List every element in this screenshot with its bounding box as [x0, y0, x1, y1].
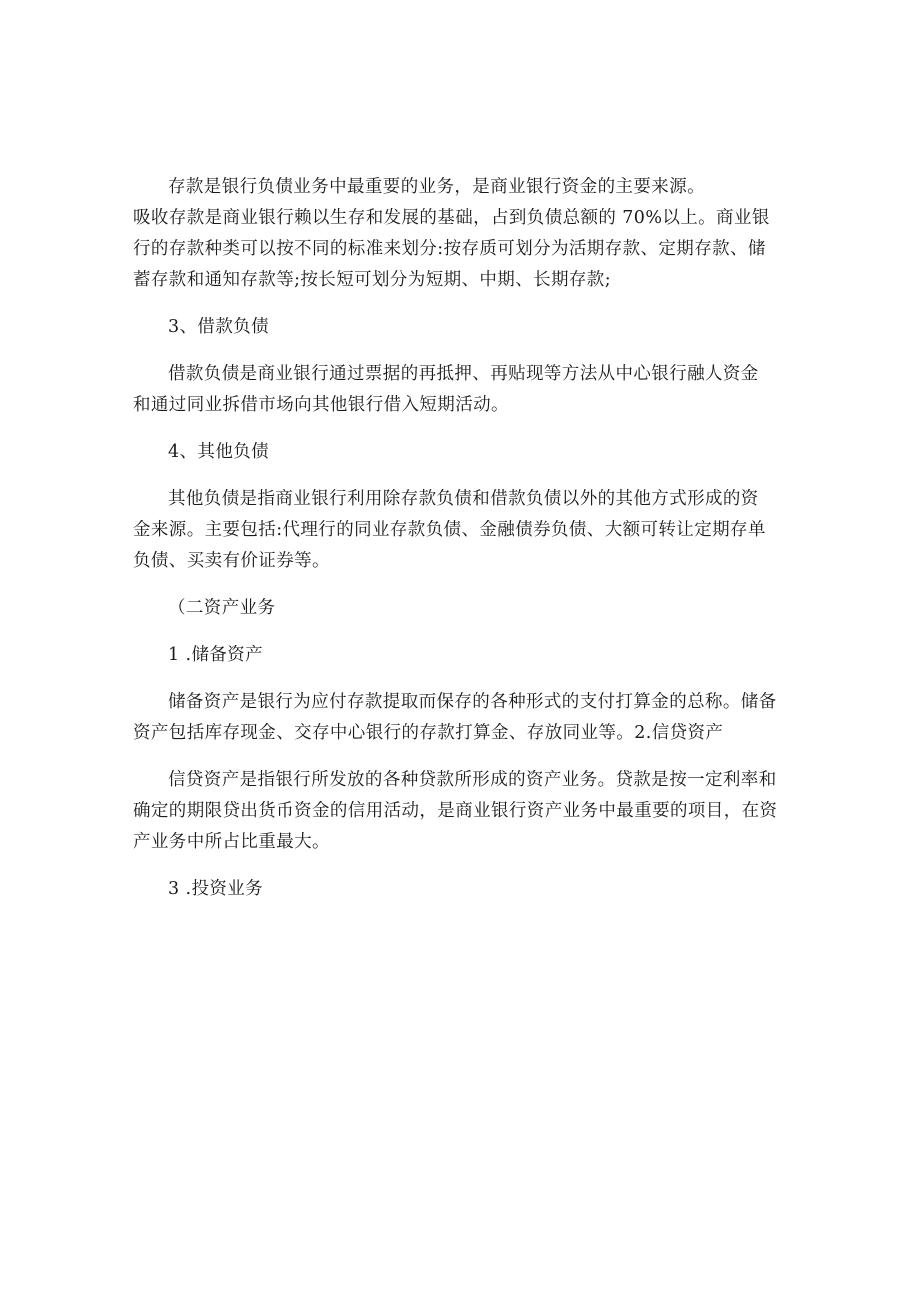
text-line: 行的存款种类可以按不同的标准来划分:按存质可划分为活期存款、定期存款、储	[133, 239, 766, 259]
heading-borrowing-liabilities: 3、借款负债	[168, 317, 270, 337]
document-body	[133, 172, 793, 921]
paragraph-borrowing	[133, 359, 793, 421]
text-line: 产业务中所占比重最大。	[133, 832, 330, 852]
text-line: 和通过同业拆借市场向其他银行借入短期活动。	[133, 395, 509, 415]
heading-reserve-assets: 1 .储备资产	[168, 645, 264, 665]
text-line: 蓄存款和通知存款等;按长短可划分为短期、中期、长期存款;	[133, 270, 611, 290]
heading-asset-business: （二资产业务	[168, 598, 276, 618]
text-line: 吸收存款是商业银行赖以生存和发展的基础，占到负债总额的 70%以上。商业银	[133, 208, 770, 228]
text-line: 金来源。主要包括:代理行的同业存款负债、金融债券负债、大额可转让定期存单	[133, 520, 766, 540]
text-line: 存款是银行负债业务中最重要的业务，是商业银行资金的主要来源。	[168, 177, 705, 197]
text-line: 储备资产是银行为应付存款提取而保存的各种形式的支付打算金的总称。储备	[168, 692, 777, 712]
text-line: 资产包括库存现金、交存中心银行的存款打算金、存放同业等。2.信贷资产	[133, 723, 724, 743]
paragraph-credit-assets	[133, 765, 793, 858]
text-line: 借款负债是商业银行通过票据的再抵押、再贴现等方法从中心银行融人资金	[168, 364, 759, 384]
paragraph-reserve-assets	[133, 687, 793, 749]
heading-investment-business: 3 .投资业务	[168, 879, 264, 899]
text-line: 信贷资产是指银行所发放的各种贷款所形成的资产业务。贷款是按一定利率和	[168, 770, 777, 790]
text-line: 负债、买卖有价证券等。	[133, 551, 330, 571]
text-line: 确定的期限贷出货币资金的信用活动，是商业银行资产业务中最重要的项目，在资	[133, 801, 778, 821]
paragraph-other-liabilities	[133, 484, 793, 577]
heading-other-liabilities: 4、其他负债	[168, 442, 270, 462]
paragraph-deposits	[133, 172, 793, 296]
text-line: 其他负债是指商业银行利用除存款负债和借款负债以外的其他方式形成的资	[168, 489, 759, 509]
